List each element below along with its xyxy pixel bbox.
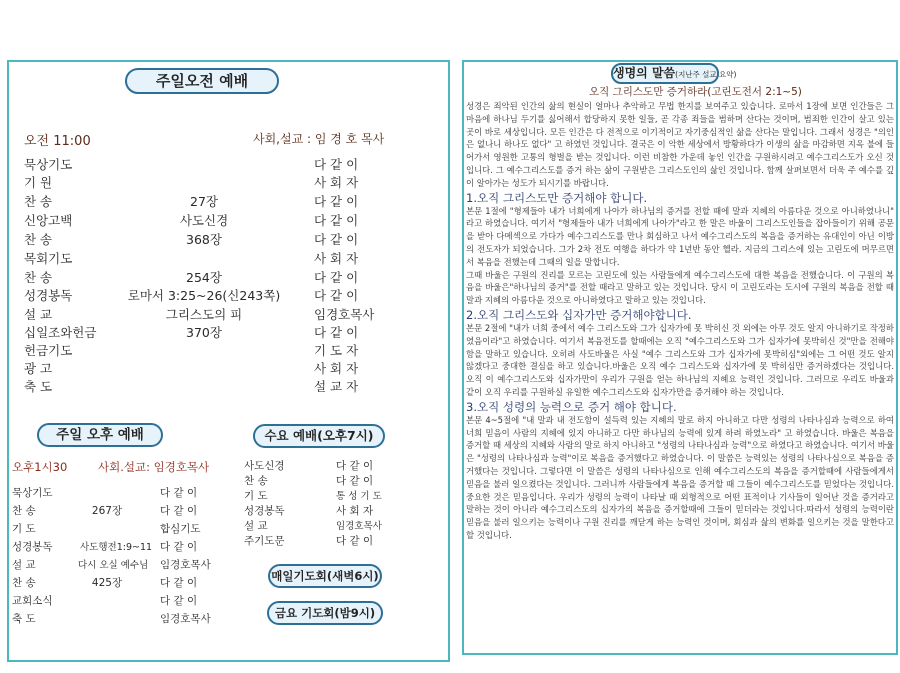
sermon-point1-para1: 본문 1절에 "형제들아 내가 너희에게 나아가 하나님의 증거를 전할 때에 말과 지혜의 아름다운 것으로 아니하였나니" 라고 하였습니다. 여기서 "형제들아 내가 너희에게 나아가"라고 한 말은 바울이 그리스도인들을 잡아들이기 위해 공문을 받아 다메섹으로 가다가 예수그리스도를 만나 회심하고 나서 예수그리스도의 복음을 증거하는 유대인이 아닌 이방의 전도자가 되었습니다. 그가 2차 전도 여행을 하다가 약 1년반 동안 헬라. 지금의 그리스에 있는 고린도에 머무르면서 복음을 전했는데 그때의 일을 말합니다. [466,205,894,267]
morning-time: 오전 11:00 [24,134,91,149]
list-item: 묵상기도 다 같 이 [12,487,198,499]
list-item: 교회소식 다 같 이 [12,595,198,607]
list-item: 찬 송 425장 다 같 이 [12,577,198,589]
friday-prayer-badge: 금요 기도회(밤9시) [267,601,383,625]
list-item: 신앙고백 사도신경 다 같 이 [24,213,359,228]
sermon-point2-title: 2.오직 그리스도와 십자가만 증거해야합니다. [466,307,692,322]
list-item: 찬 송 368장 다 같 이 [24,232,359,247]
list-item: 묵상기도 다 같 이 [24,157,359,172]
list-item: 기 도 합심기도 [12,523,201,535]
sermon-point1-title: 1.오직 그리스도만 증거해야 합니다. [466,190,648,205]
list-item: 설 교 임경호목사 [244,520,382,532]
afternoon-leader: 사회.설교: 임경호목사 [98,460,210,474]
afternoon-service-title: 주일 오후 예배 [37,423,163,447]
wednesday-service-title: 수요 예배(오후7시) [253,424,385,448]
sermon-heading [611,63,737,84]
list-item: 기 도 통 성 기 도 [244,490,382,502]
sermon-point3-para1: 본문 4~5절에 "내 말과 내 전도함이 설득력 있는 지혜의 말로 하지 아니하고 다만 성령의 나타나심과 능력으로 하여 너희 믿음이 사람의 지혜에 있지 아니하고 다만 하나님의 능력에 있게 하려 하였노라" 고 하였습니다. 바울은 복음을 증거할 때 세상의 지혜와 사람의 말로 하지 아니하고 "성령의 나타나심과 능력"으로 하였다고 하였습니다. 여기서 바울은 "성령의 나타나심과 능력"이로 복음을 증거했다고 하였습니다. 이 말씀은 능력있는 성령의 나타나심으로 복음을 증거했다는 것입니다. 그렇다면 이 말씀은 성령의 나타나심으로 인해 예수그리스도의 복음을 증거할때에 사람들에게서 믿음을 불러 일으켰다는 것입니다. 그러니까 사람들에게 복음을 증거할 때 그들이 예수그리스도를 믿었다는 것입니다. 중요한 것은 믿음입니다. 우리가 성령의 능력이 나타날 때 외형적으로 어떤 표적이나 기사들이 일어난 것을 증거라고 말하는 것이 아니라 예수그리스도의 십자가의 복음을 증거할때에 그들이 믿더라는 것입니다.따라서 성령의 능력이란 믿음을 불러 일으키는 능력이나 구원 진리를 깨닫게 하는 능력인 것이며, 회심과 삶의 변화를 일으키는 것을 말한다고 할 것입니다. [466,414,894,540]
list-item: 성경봉독 사 회 자 [244,505,374,517]
sermon-subtitle: 오직 그리스도만 증거하라(고린도전서 2:1~5) [589,86,802,98]
list-item: 찬 송 27장 다 같 이 [24,194,359,209]
list-item: 사도신경 다 같 이 [244,460,374,472]
afternoon-time: 오후1시30 [12,460,68,474]
list-item: 십일조와헌금 370장 다 같 이 [24,325,359,340]
sermon-intro: 성경은 죄악된 인간의 삶의 현실이 얼마나 추악하고 무법 한지를 보여주고 있습니다. 로마서 1장에 보면 인간들은 그 마음에 하나님 두기를 싫어해서 합당하지 못한 일들, 곧 각종 죄들을 범하며 산다는 것이며, 범죄한 인간이 살고 있는 곳이 바로 세상입니다. 모든 인간은 다 전적으로 이기적이고 자기중심적인 삶을 산다는 말입니다. 그래서 성경은 "의인은 없나니 하나도 없다" 고 하였던 것입니다. 결국은 이 악한 세상에서 방황하다가 이생의 삶을 마감하면 지옥 불에 들어가서 영원한 고통의 형벌을 받는 것입니다. 이런 비참한 가운데 놓인 인간을 구원하시려고 예수그리스도가 오신 것입니다. 그 예수그리스도를 증거 하는 삶이 구원받은 그리스도인의 삶인 것입니다. 함께 살펴보면서 더욱 주 예수를 깊이 알아가는 성도가 되시기를 바랍니다. [466,101,894,188]
list-item: 설 교 다시 오실 예수님 임경호목사 [12,559,211,571]
wednesday-order-list [244,458,444,558]
list-item: 목회기도 사 회 자 [24,251,359,266]
sermon-point2-para1: 본문 2절에 "내가 너희 중에서 예수 그리스도와 그가 십자가에 못 박히신 것 외에는 아무 것도 알지 아니하기로 작정하였음이라"고 하였습니다. 여기서 복음전도를 할때에는 오직 "예수그리스도와 그가 십자가에 못박히신 것"만을 전해야 함을 말하고 있습니다. 오히려 사도바울은 사실 "예수 그리스도와 그가 십자가에 못박히심"외에는 그 어떤 것도 알지 않겠다고 중대한 결심을 하고 있습니다.바울은 오직 예수 그리스도와 십자가에 못 박히심만 증거하겠다는 것입니다. 오직 이 예수그리스도와 십자가만이 우리가 구원을 얻는 하나님의 지혜요 능력인 것입니다. 그러므로 우리도 바울과 같이 오직 우리를 구원하실 유일한 예수그리스도와 십자가만을 증거해야 하는 것입니다. [466,322,894,397]
morning-service-title: 주일오전 예배 [125,68,279,94]
list-item: 성경봉독 사도행전1:9~11 다 같 이 [12,541,198,553]
list-item: 주기도문 다 같 이 [244,535,374,547]
list-item: 성경봉독 로마서 3:25~26(신243쪽) 다 같 이 [24,288,359,303]
sermon-body [466,100,894,542]
sermon-point1-para2: 그때 바울은 구원의 진리를 모르는 고린도에 있는 사람들에게 예수그리스도에 대한 복음을 전했습니다. 이 구원의 복음을 바울은"하나님의 증거"를 전할 때라고 말하고 있는 것입니다. 당시 이 고린도라는 도시에 구원의 복음을 전할 때 말과 지혜의 아름다운 것으로 아니하였다고 말하고 있는 것입니다. [466,269,894,306]
list-item: 축 도 설 교 자 [24,379,359,394]
sermon-heading-text: 생명의 말씀 [613,66,676,80]
morning-leader: 사회,설교 : 임 경 호 목사 [253,132,385,146]
list-item: 찬 송 267장 다 같 이 [12,505,198,517]
list-item: 찬 송 다 같 이 [244,475,374,487]
sermon-heading-note: (지난주 설교 요약) [675,70,737,79]
afternoon-order-list [12,485,242,630]
list-item: 헌금기도 기 도 자 [24,343,359,358]
list-item: 기 원 사 회 자 [24,175,359,190]
sermon-point3-title: 3.오직 성령의 능력으로 증거 해야 합니다. [466,399,677,414]
morning-order-list [24,155,384,395]
daily-prayer-badge: 매일기도회(새벽6시) [268,564,382,588]
list-item: 찬 송 254장 다 같 이 [24,270,359,285]
list-item: 축 도 임경호목사 [12,613,211,625]
list-item: 설 교 그리스도의 피 임경호목사 [24,307,375,322]
list-item: 광 고 사 회 자 [24,361,359,376]
